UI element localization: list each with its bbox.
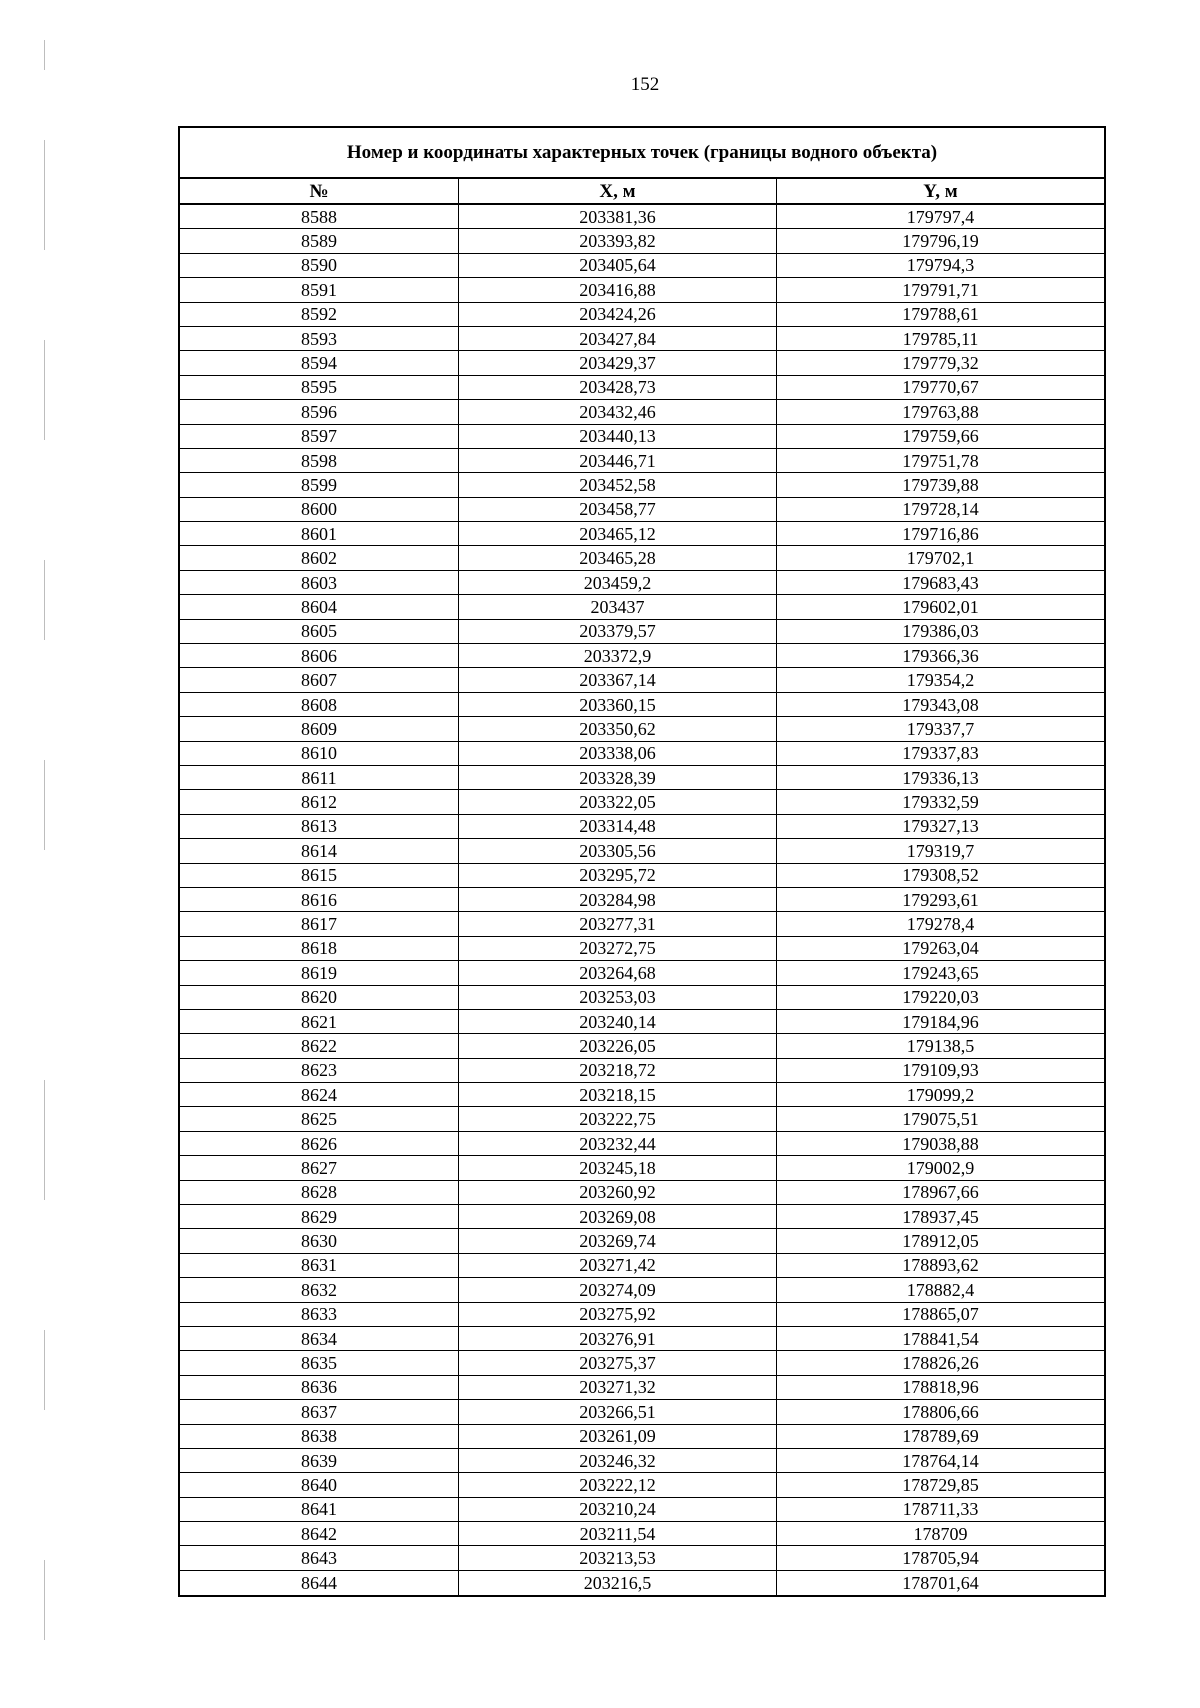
x-coordinate-cell: 203305,56	[459, 839, 777, 862]
y-coordinate-cell: 178709	[913, 1523, 968, 1544]
x-coordinate-cell: 203275,92	[459, 1303, 777, 1326]
scan-margin-line	[44, 1560, 45, 1640]
point-number-cell: 8644	[180, 1571, 459, 1595]
x-coordinate-cell: 203226,05	[459, 1034, 777, 1057]
x-coordinate-cell: 203428,73	[459, 376, 777, 399]
point-number-cell: 8627	[180, 1156, 459, 1179]
x-coordinate-cell: 203246,32	[459, 1449, 777, 1472]
table-row	[180, 1278, 1104, 1302]
table-row	[180, 205, 1104, 229]
table-row	[180, 1571, 1104, 1595]
y-coordinate-cell: 179343,08	[902, 694, 979, 715]
x-coordinate-cell: 203222,12	[459, 1473, 777, 1496]
table-row	[180, 693, 1104, 717]
point-number-cell: 8626	[180, 1132, 459, 1155]
point-number-cell: 8631	[180, 1254, 459, 1277]
x-coordinate-cell: 203452,58	[459, 473, 777, 496]
table-row	[180, 546, 1104, 570]
y-coordinate-cell: 179759,66	[902, 426, 979, 447]
y-coordinate-cell: 179779,32	[902, 353, 979, 374]
x-coordinate-cell: 203216,5	[459, 1571, 777, 1595]
table-row	[180, 644, 1104, 668]
y-coordinate-cell: 179354,2	[906, 670, 975, 691]
table-row	[180, 1473, 1104, 1497]
y-coordinate-cell: 178967,66	[902, 1182, 979, 1203]
point-number-cell: 8602	[180, 546, 459, 569]
x-coordinate-cell: 203338,06	[459, 742, 777, 765]
y-coordinate-cell: 178818,96	[902, 1377, 979, 1398]
table-row	[180, 1498, 1104, 1522]
table-row	[180, 717, 1104, 741]
x-coordinate-cell: 203424,26	[459, 303, 777, 326]
x-coordinate-cell: 203393,82	[459, 229, 777, 252]
table-row	[180, 473, 1104, 497]
table-row	[180, 1351, 1104, 1375]
y-coordinate-cell: 179702,1	[906, 548, 975, 569]
table-row	[180, 1546, 1104, 1570]
y-coordinate-cell: 179797,4	[906, 206, 975, 227]
table-row	[180, 815, 1104, 839]
y-coordinate-cell: 178705,94	[902, 1548, 979, 1569]
x-coordinate-cell: 203284,98	[459, 888, 777, 911]
point-number-cell: 8625	[180, 1107, 459, 1130]
table-row	[180, 1425, 1104, 1449]
point-number-cell: 8596	[180, 400, 459, 423]
point-number-cell: 8601	[180, 522, 459, 545]
scan-margin-line	[44, 140, 45, 250]
table-row	[180, 790, 1104, 814]
point-number-cell: 8609	[180, 717, 459, 740]
point-number-cell: 8599	[180, 473, 459, 496]
point-number-cell: 8607	[180, 668, 459, 691]
y-coordinate-cell: 179038,88	[902, 1133, 979, 1154]
point-number-cell: 8620	[180, 986, 459, 1009]
y-coordinate-cell: 179788,61	[902, 304, 979, 325]
table-row	[180, 571, 1104, 595]
x-coordinate-cell: 203272,75	[459, 937, 777, 960]
table-row	[180, 912, 1104, 936]
table-row	[180, 888, 1104, 912]
x-coordinate-cell: 203276,91	[459, 1327, 777, 1350]
x-coordinate-cell: 203427,84	[459, 327, 777, 350]
y-coordinate-cell: 179791,71	[902, 279, 979, 300]
header-number: №	[180, 179, 459, 203]
point-number-cell: 8635	[180, 1351, 459, 1374]
point-number-cell: 8637	[180, 1400, 459, 1423]
x-coordinate-cell: 203232,44	[459, 1132, 777, 1155]
table-row	[180, 1059, 1104, 1083]
table-row	[180, 1083, 1104, 1107]
x-coordinate-cell: 203379,57	[459, 620, 777, 643]
x-coordinate-cell: 203367,14	[459, 668, 777, 691]
y-coordinate-cell: 179770,67	[902, 377, 979, 398]
y-coordinate-cell: 179683,43	[902, 572, 979, 593]
point-number-cell: 8606	[180, 644, 459, 667]
point-number-cell: 8617	[180, 912, 459, 935]
table-row	[180, 351, 1104, 375]
table-row	[180, 668, 1104, 692]
y-coordinate-cell: 179386,03	[902, 621, 979, 642]
table-row	[180, 1254, 1104, 1278]
point-number-cell: 8630	[180, 1229, 459, 1252]
point-number-cell: 8594	[180, 351, 459, 374]
point-number-cell: 8616	[180, 888, 459, 911]
x-coordinate-cell: 203274,09	[459, 1278, 777, 1301]
table-row	[180, 278, 1104, 302]
table-row	[180, 400, 1104, 424]
y-coordinate-cell: 178826,26	[902, 1353, 979, 1374]
x-coordinate-cell: 203465,28	[459, 546, 777, 569]
x-coordinate-cell: 203405,64	[459, 254, 777, 277]
x-coordinate-cell: 203271,32	[459, 1376, 777, 1399]
x-coordinate-cell: 203360,15	[459, 693, 777, 716]
x-coordinate-cell: 203432,46	[459, 400, 777, 423]
y-coordinate-cell: 178789,69	[902, 1426, 979, 1447]
x-coordinate-cell: 203271,42	[459, 1254, 777, 1277]
table-row	[180, 961, 1104, 985]
point-number-cell: 8623	[180, 1059, 459, 1082]
table-row	[180, 498, 1104, 522]
x-coordinate-cell: 203213,53	[459, 1546, 777, 1569]
y-coordinate-cell: 179794,3	[906, 255, 975, 276]
y-coordinate-cell: 178711,33	[902, 1499, 979, 1520]
table-row	[180, 986, 1104, 1010]
point-number-cell: 8619	[180, 961, 459, 984]
point-number-cell: 8595	[180, 376, 459, 399]
point-number-cell: 8638	[180, 1425, 459, 1448]
y-coordinate-cell: 179184,96	[902, 1011, 979, 1032]
y-coordinate-cell: 179278,4	[906, 914, 975, 935]
y-coordinate-cell: 179337,7	[906, 718, 975, 739]
y-coordinate-cell: 179263,04	[902, 938, 979, 959]
table-row	[180, 1010, 1104, 1034]
y-coordinate-cell: 179332,59	[902, 792, 979, 813]
x-coordinate-cell: 203260,92	[459, 1181, 777, 1204]
y-coordinate-cell: 179319,7	[906, 840, 975, 861]
x-coordinate-cell: 203458,77	[459, 498, 777, 521]
x-coordinate-cell: 203429,37	[459, 351, 777, 374]
x-coordinate-cell: 203210,24	[459, 1498, 777, 1521]
x-coordinate-cell: 203275,37	[459, 1351, 777, 1374]
table-row	[180, 1376, 1104, 1400]
point-number-cell: 8633	[180, 1303, 459, 1326]
table-row	[180, 376, 1104, 400]
x-coordinate-cell: 203440,13	[459, 425, 777, 448]
y-coordinate-cell: 179327,13	[902, 816, 979, 837]
table-row	[180, 1107, 1104, 1131]
point-number-cell: 8642	[180, 1522, 459, 1545]
x-coordinate-cell: 203269,08	[459, 1205, 777, 1228]
point-number-cell: 8622	[180, 1034, 459, 1057]
y-coordinate-cell: 179716,86	[902, 523, 979, 544]
y-coordinate-cell: 179002,9	[906, 1157, 975, 1178]
x-coordinate-cell: 203264,68	[459, 961, 777, 984]
point-number-cell: 8598	[180, 449, 459, 472]
y-coordinate-cell: 178937,45	[902, 1206, 979, 1227]
table-row	[180, 1303, 1104, 1327]
point-number-cell: 8610	[180, 742, 459, 765]
x-coordinate-cell: 203372,9	[459, 644, 777, 667]
point-number-cell: 8608	[180, 693, 459, 716]
point-number-cell: 8615	[180, 864, 459, 887]
table-row	[180, 1156, 1104, 1180]
table-body	[180, 205, 1104, 1595]
y-coordinate-cell: 179796,19	[902, 231, 979, 252]
point-number-cell: 8590	[180, 254, 459, 277]
point-number-cell: 8628	[180, 1181, 459, 1204]
y-coordinate-cell: 179293,61	[902, 889, 979, 910]
point-number-cell: 8591	[180, 278, 459, 301]
point-number-cell: 8636	[180, 1376, 459, 1399]
table-row	[180, 254, 1104, 278]
point-number-cell: 8597	[180, 425, 459, 448]
table-header-row	[180, 179, 1104, 205]
point-number-cell: 8621	[180, 1010, 459, 1033]
table-row	[180, 766, 1104, 790]
y-coordinate-cell: 178841,54	[902, 1328, 979, 1349]
scan-margin-line	[44, 340, 45, 440]
y-coordinate-cell: 179785,11	[902, 328, 979, 349]
x-coordinate-cell: 203322,05	[459, 790, 777, 813]
point-number-cell: 8612	[180, 790, 459, 813]
table-row	[180, 1034, 1104, 1058]
table-row	[180, 937, 1104, 961]
y-coordinate-cell: 178764,14	[902, 1450, 979, 1471]
table-row	[180, 1327, 1104, 1351]
scan-margin-line	[44, 1080, 45, 1200]
table-row	[180, 303, 1104, 327]
x-coordinate-cell: 203350,62	[459, 717, 777, 740]
point-number-cell: 8629	[180, 1205, 459, 1228]
scan-margin-line	[44, 760, 45, 850]
y-coordinate-cell: 179739,88	[902, 474, 979, 495]
x-coordinate-cell: 203211,54	[459, 1522, 777, 1545]
scan-margin-line	[44, 40, 45, 70]
table-row	[180, 1132, 1104, 1156]
y-coordinate-cell: 179728,14	[902, 499, 979, 520]
point-number-cell: 8618	[180, 937, 459, 960]
y-coordinate-cell: 179336,13	[902, 767, 979, 788]
scan-margin-line	[44, 1330, 45, 1410]
x-coordinate-cell: 203245,18	[459, 1156, 777, 1179]
table-row	[180, 1181, 1104, 1205]
x-coordinate-cell: 203266,51	[459, 1400, 777, 1423]
table-row	[180, 839, 1104, 863]
table-row	[180, 595, 1104, 619]
point-number-cell: 8640	[180, 1473, 459, 1496]
x-coordinate-cell: 203253,03	[459, 986, 777, 1009]
point-number-cell: 8593	[180, 327, 459, 350]
table-row	[180, 742, 1104, 766]
y-coordinate-cell: 179337,83	[902, 743, 979, 764]
coordinates-table	[178, 126, 1106, 1597]
point-number-cell: 8592	[180, 303, 459, 326]
point-number-cell: 8639	[180, 1449, 459, 1472]
y-coordinate-cell: 179751,78	[902, 450, 979, 471]
y-coordinate-cell: 179308,52	[902, 865, 979, 886]
y-coordinate-cell: 178865,07	[902, 1304, 979, 1325]
point-number-cell: 8613	[180, 815, 459, 838]
table-row	[180, 229, 1104, 253]
y-coordinate-cell: 179075,51	[902, 1109, 979, 1130]
x-coordinate-cell: 203240,14	[459, 1010, 777, 1033]
x-coordinate-cell: 203416,88	[459, 278, 777, 301]
y-coordinate-cell: 179602,01	[902, 596, 979, 617]
header-y: Y, м	[923, 180, 958, 202]
header-x: X, м	[459, 179, 777, 203]
point-number-cell: 8611	[180, 766, 459, 789]
x-coordinate-cell: 203218,72	[459, 1059, 777, 1082]
table-row	[180, 425, 1104, 449]
y-coordinate-cell: 178882,4	[906, 1279, 975, 1300]
point-number-cell: 8614	[180, 839, 459, 862]
point-number-cell: 8589	[180, 229, 459, 252]
scan-margin-line	[44, 560, 45, 640]
x-coordinate-cell: 203459,2	[459, 571, 777, 594]
x-coordinate-cell: 203381,36	[459, 205, 777, 228]
x-coordinate-cell: 203222,75	[459, 1107, 777, 1130]
point-number-cell: 8604	[180, 595, 459, 618]
x-coordinate-cell: 203446,71	[459, 449, 777, 472]
x-coordinate-cell: 203328,39	[459, 766, 777, 789]
x-coordinate-cell: 203261,09	[459, 1425, 777, 1448]
point-number-cell: 8603	[180, 571, 459, 594]
table-row	[180, 1449, 1104, 1473]
y-coordinate-cell: 178806,66	[902, 1401, 979, 1422]
x-coordinate-cell: 203437	[459, 595, 777, 618]
y-coordinate-cell: 178729,85	[902, 1475, 979, 1495]
point-number-cell: 8634	[180, 1327, 459, 1350]
point-number-cell: 8605	[180, 620, 459, 643]
point-number-cell: 8641	[180, 1498, 459, 1521]
y-coordinate-cell: 178701,64	[902, 1573, 979, 1594]
y-coordinate-cell: 179099,2	[906, 1084, 975, 1105]
point-number-cell: 8624	[180, 1083, 459, 1106]
table-row	[180, 449, 1104, 473]
y-coordinate-cell: 179366,36	[902, 645, 979, 666]
point-number-cell: 8632	[180, 1278, 459, 1301]
y-coordinate-cell: 179763,88	[902, 401, 979, 422]
table-title: Номер и координаты характерных точек (границы водного объекта)	[180, 128, 1104, 179]
y-coordinate-cell: 178912,05	[902, 1231, 979, 1252]
point-number-cell: 8588	[180, 205, 459, 228]
table-row	[180, 864, 1104, 888]
y-coordinate-cell: 179109,93	[902, 1060, 979, 1081]
x-coordinate-cell: 203269,74	[459, 1229, 777, 1252]
page-number: 152	[630, 74, 660, 95]
table-row	[180, 522, 1104, 546]
table-row	[180, 1229, 1104, 1253]
y-coordinate-cell: 178893,62	[902, 1255, 979, 1276]
y-coordinate-cell: 179220,03	[902, 987, 979, 1008]
table-row	[180, 620, 1104, 644]
y-coordinate-cell: 179138,5	[906, 1035, 975, 1056]
point-number-cell: 8643	[180, 1546, 459, 1569]
table-row	[180, 1522, 1104, 1546]
x-coordinate-cell: 203295,72	[459, 864, 777, 887]
point-number-cell: 8600	[180, 498, 459, 521]
y-coordinate-cell: 179243,65	[902, 962, 979, 983]
table-row	[180, 1400, 1104, 1424]
table-row	[180, 1205, 1104, 1229]
x-coordinate-cell: 203218,15	[459, 1083, 777, 1106]
x-coordinate-cell: 203314,48	[459, 815, 777, 838]
table-row	[180, 327, 1104, 351]
x-coordinate-cell: 203277,31	[459, 912, 777, 935]
x-coordinate-cell: 203465,12	[459, 522, 777, 545]
